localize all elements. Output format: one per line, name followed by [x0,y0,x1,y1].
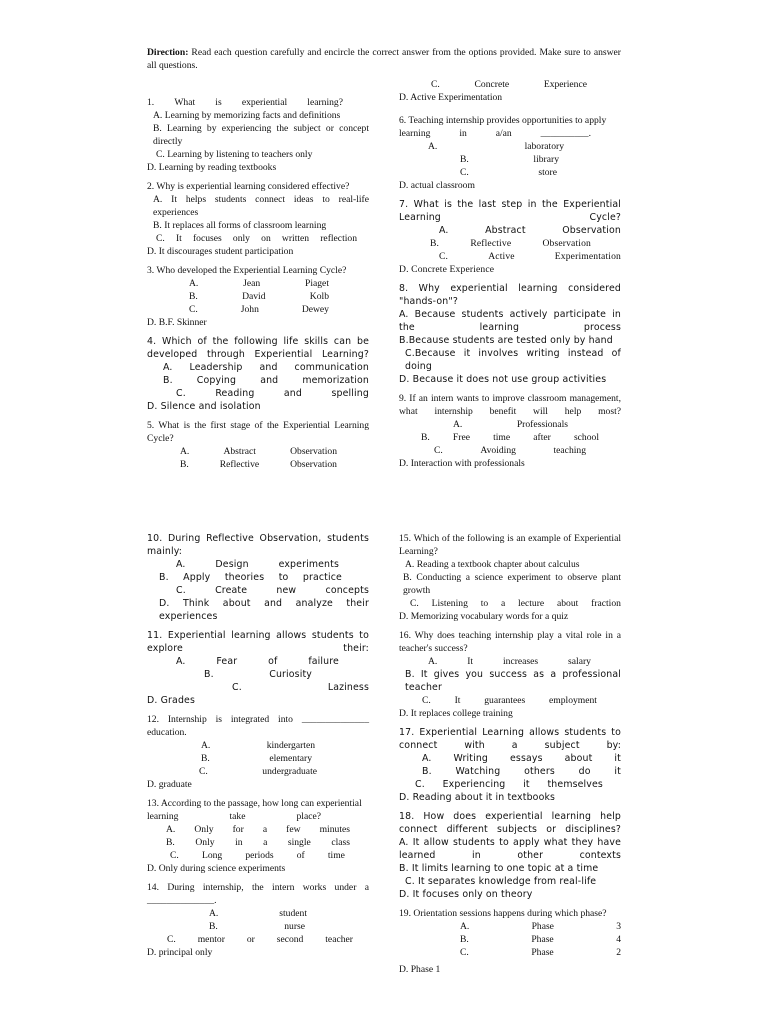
q7-option-a[interactable]: A. Abstract Observation [439,225,621,236]
q10-option-c[interactable]: C. Create new concepts [176,585,369,596]
right-column-lower [399,532,621,982]
q17-option-c[interactable]: C. Experiencing it themselves [415,779,603,790]
q9-option-a[interactable]: A. Professionals [453,419,568,430]
q10-option-a[interactable]: A. Design experiments [176,559,339,570]
q3-option-b[interactable]: B. David Kolb [189,291,329,302]
q6-stem-line2: learning in a/an __________. [399,128,591,139]
q3-option-a[interactable]: A. Jean Piaget [189,278,329,289]
q5-option-d[interactable]: D. Active Experimentation [399,92,503,103]
q18-option-d[interactable]: D. It focuses only on theory [399,889,533,900]
q6-option-c[interactable]: C. store [460,167,557,178]
q9-option-d[interactable]: D. Interaction with professionals [399,458,525,469]
q15-option-d[interactable]: D. Memorizing vocabulary words for a quiz [399,611,569,622]
question-16 [399,629,621,720]
q3-option-d[interactable]: D. B.F. Skinner [147,317,207,328]
q11-option-d[interactable]: D. Grades [147,695,195,706]
direction-paragraph [147,46,621,72]
question-15 [399,532,621,623]
q19-option-c[interactable]: C. Phase 2 [460,947,621,958]
q13-option-b[interactable]: B. Only in a single class [166,837,350,848]
q11-option-a[interactable]: A. Fear of failure [176,656,339,667]
question-12 [147,713,369,791]
question-19 [399,907,621,976]
q15-option-a[interactable]: A. Reading a textbook chapter about calculus [405,559,580,570]
q19-option-a[interactable]: A. Phase 3 [460,921,621,932]
q16-option-d[interactable]: D. It replaces college training [399,708,513,719]
q5-option-b[interactable]: B. Reflective Observation [180,459,337,470]
question-17 [399,726,621,804]
left-column-lower [147,532,369,965]
question-10 [147,532,369,623]
q2-option-d[interactable]: D. It discourages student participation [147,246,294,257]
q12-stem: 12. Internship is integrated into ______________ education. [147,714,369,738]
q11-stem: 11. Experiential learning allows students to explore their: [147,630,369,654]
question-4 [147,335,369,413]
right-column-upper [399,78,621,476]
q1-option-a[interactable]: A. Learning by memorizing facts and definitions [153,110,341,121]
q3-option-c[interactable]: C. John Dewey [189,304,329,315]
q4-option-a[interactable]: A. Leadership and communication [163,362,369,373]
question-11 [147,629,369,707]
q7-option-d[interactable]: D. Concrete Experience [399,264,495,275]
question-9 [399,392,621,470]
direction-label: Direction: [147,47,189,58]
q7-option-b[interactable]: B. Reflective Observation [430,238,591,249]
q4-option-c[interactable]: C. Reading and spelling [176,388,369,399]
q6-option-d[interactable]: D. actual classroom [399,180,475,191]
q8-option-d[interactable]: D. Because it does not use group activities [399,374,607,385]
q18-option-b[interactable]: B. It limits learning to one topic at a time [399,863,599,874]
q6-option-b[interactable]: B. library [460,154,559,165]
q18-option-c[interactable]: C. It separates knowledge from real-life [405,876,597,887]
q13-option-c[interactable]: C. Long periods of time [170,850,345,861]
q17-option-a[interactable]: A. Writing essays about it [422,753,621,764]
q13-option-a[interactable]: A. Only for a few minutes [166,824,350,835]
q13-stem-line2: learning take place? [147,811,321,822]
question-8 [399,282,621,386]
q14-option-c[interactable]: C. mentor or second teacher [167,934,353,945]
q18-stem: 18. How does experiential learning help connect different subjects or disciplines? [399,811,621,835]
q10-stem: 10. During Reflective Observation, students mainly: [147,533,369,557]
q6-stem-line1: 6. Teaching internship provides opportunities to apply [399,115,607,126]
question-6 [399,114,621,192]
q14-stem: 14. During internship, the intern works under a ______________. [147,882,369,906]
q5-stem: 5. What is the first stage of the Experiential Learning Cycle? [147,420,369,444]
q18-option-a[interactable]: A. It allow students to apply what they have learned in other contexts [399,837,621,861]
q2-option-a[interactable]: A. It helps students connect ideas to real-life experiences [153,194,369,218]
q5-option-c[interactable]: C. Concrete Experience [431,79,587,90]
q14-option-b[interactable]: B. nurse [209,921,305,932]
q14-option-a[interactable]: A. student [209,908,307,919]
q4-stem: 4. Which of the following life skills can be developed through Experiential Learning? [147,336,369,360]
question-13 [147,797,369,875]
q19-option-b[interactable]: B. Phase 4 [460,934,621,945]
question-14 [147,881,369,959]
question-5-continued [399,78,621,104]
q11-option-b[interactable]: B. Curiosity [204,669,312,680]
q8-option-c[interactable]: C.Because it involves writing instead of doing [405,348,621,372]
q19-stem: 19. Orientation sessions happens during which phase? [399,908,607,919]
q17-option-b[interactable]: B. Watching others do it [422,766,621,777]
q7-stem: 7. What is the last step in the Experiential Learning Cycle? [399,199,621,223]
q7-option-c[interactable]: C. Active Experimentation [439,251,621,262]
q10-option-d[interactable]: D. Think about and analyze their experiences [159,598,369,622]
q17-stem: 17. Experiential Learning allows students to connect with a subject by: [399,727,621,751]
q1-option-d[interactable]: D. Learning by reading textbooks [147,162,277,173]
question-5 [147,419,369,471]
q15-option-c[interactable]: C. Listening to a lecture about fraction [410,598,621,609]
q17-option-d[interactable]: D. Reading about it in textbooks [399,792,556,803]
q4-option-b[interactable]: B. Copying and memorization [163,375,369,386]
q2-option-c[interactable]: C. It focuses only on written reflection [156,233,357,244]
q8-option-a[interactable]: A. Because students actively participate in the learning process [399,309,621,333]
q12-option-b[interactable]: B. elementary [201,753,312,764]
q1-stem: 1. [147,97,155,108]
q4-option-d[interactable]: D. Silence and isolation [147,401,261,412]
q12-option-a[interactable]: A. kindergarten [201,740,315,751]
question-18 [399,810,621,901]
q8-stem: 8. Why experiential learning considered "hands-on"? [399,283,621,307]
q16-option-c[interactable]: C. It guarantees employment [422,695,597,706]
q12-option-d[interactable]: D. graduate [147,779,192,790]
q8-option-b[interactable]: B.Because students are tested only by hand [399,335,613,346]
q13-option-d[interactable]: D. Only during science experiments [147,863,286,874]
question-1: 1. What is experiential learning? A. Learning by memorizing facts and definitions B. Learning by experiencing the subject or concept directly C. Learning by listening to teachers only D. Learning by reading textbooks [147,97,369,173]
q9-option-b[interactable]: B. Free time after school [421,432,599,443]
q9-option-c[interactable]: C. Avoiding teaching [434,445,586,456]
q3-stem: 3. Who developed the Experiential Learning Cycle? [147,265,347,276]
direction-text: Read each question carefully and encircle the correct answer from the options provided. Make sure to answer all questions. [147,47,621,71]
q11-option-c[interactable]: C. Laziness [232,682,369,693]
question-7 [399,198,621,276]
question-2 [147,180,369,258]
q6-option-a[interactable]: A. laboratory [428,141,564,152]
q10-option-b[interactable]: B. Apply theories to practice [159,572,342,583]
q1-option-b[interactable]: B. Learning by experiencing the subject or concept directly [153,123,369,147]
q19-option-d[interactable]: D. Phase 1 [399,964,441,975]
q15-option-b[interactable]: B. Conducting a science experiment to observe plant growth [403,572,621,596]
q15-stem: 15. Which of the following is an example of Experiential Learning? [399,533,621,557]
q9-stem: 9. If an intern wants to improve classroom management, what internship benefit will help most? [399,393,621,417]
q2-stem: 2. Why is experiential learning considered effective? [147,181,350,192]
left-column-upper [147,96,369,477]
q13-stem: 13. According to the passage, how long can experiential [147,798,362,809]
q2-option-b[interactable]: B. It replaces all forms of classroom learning [153,220,327,231]
q16-stem: 16. Why does teaching internship play a vital role in a teacher's success? [399,630,621,654]
q12-option-c[interactable]: C. undergraduate [199,766,317,777]
q14-option-d[interactable]: D. principal only [147,947,213,958]
q16-option-a[interactable]: A. It increases salary [428,656,591,667]
q16-option-b[interactable]: B. It gives you success as a professional teacher [405,669,621,693]
question-3 [147,264,369,329]
q1-option-c[interactable]: C. Learning by listening to teachers only [156,149,313,160]
q5-option-a[interactable]: A. Abstract Observation [180,446,337,457]
